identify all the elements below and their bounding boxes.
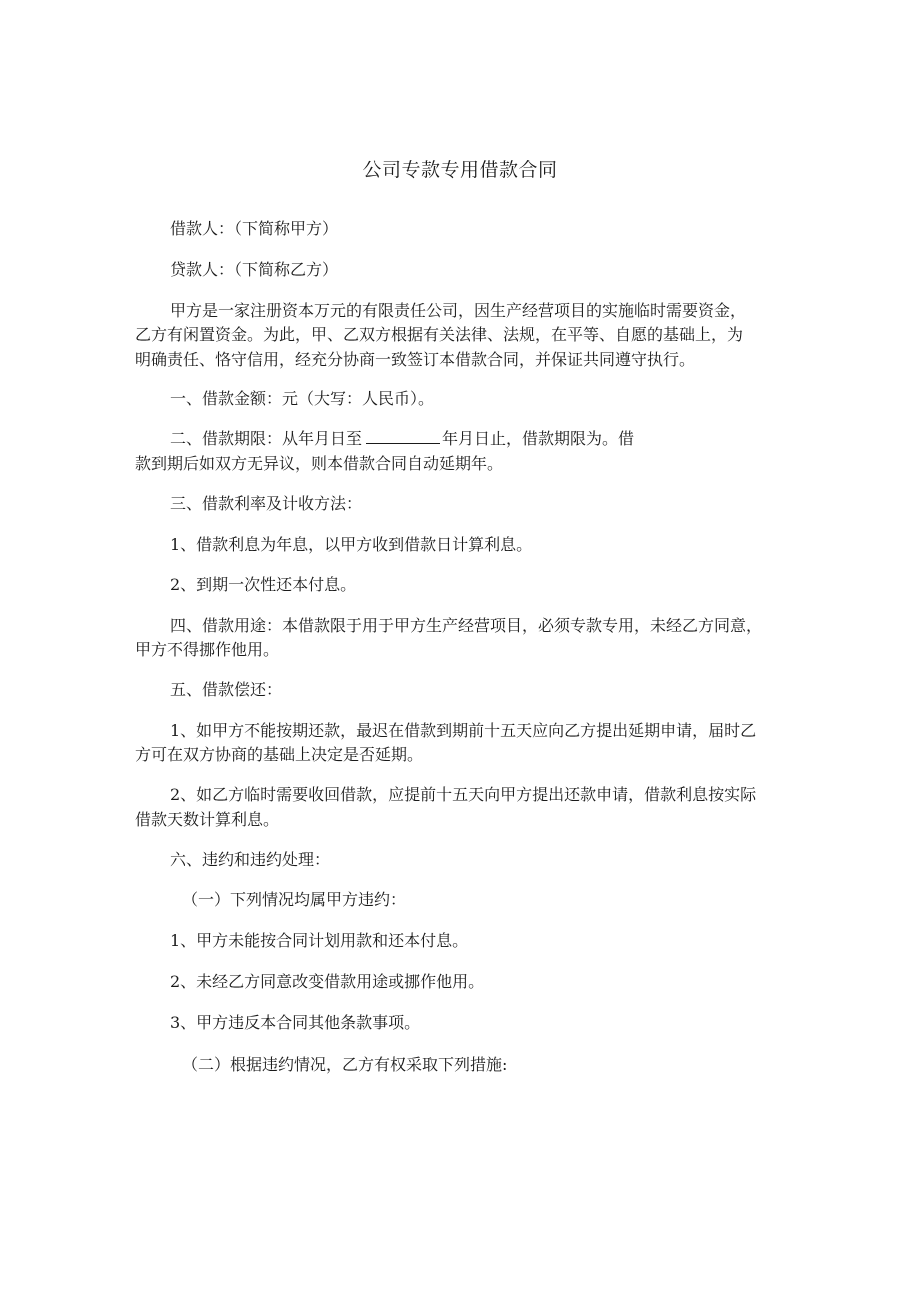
clause-3-heading: 三、借款利率及计收方法： [170, 494, 363, 513]
clause-3-item-1: 1、借款利息为年息，以甲方收到借款日计算利息。 [170, 535, 533, 554]
intro-line-1: 甲方是一家注册资本万元的有限责任公司，因生产经营项目的实施临时需要资金， [170, 301, 747, 320]
clause-2-part-2: 年月日止，借款期限为。借 [442, 429, 635, 448]
clause-2-part-1: 二、借款期限：从年月日至 [170, 429, 363, 448]
clause-6-item-2: 2、未经乙方同意改变借款用途或挪作他用。 [170, 972, 485, 991]
clause-6-sub-2: （二）根据违约情况，乙方有权采取下列措施: [182, 1055, 508, 1074]
clause-4-line-2: 甲方不得挪作他用。 [135, 640, 280, 659]
intro-line-2: 乙方有闲置资金。为此，甲、乙双方根据有关法律、法规，在平等、自愿的基础上，为 [135, 325, 744, 344]
clause-2-line-2: 款到期后如双方无异议，则本借款合同自动延期年。 [135, 454, 504, 473]
clause-5-item-2-line-1: 2、如乙方临时需要收回借款，应提前十五天向甲方提出还款申请，借款利息按实际 [170, 785, 757, 804]
clause-6-item-1: 1、甲方未能按合同计划用款和还本付息。 [170, 931, 469, 950]
clause-6-item-3: 3、甲方违反本合同其他条款事项。 [170, 1013, 421, 1032]
intro-line-3: 明确责任、恪守信用，经充分协商一致签订本借款合同，并保证共同遵守执行。 [135, 350, 696, 369]
borrower-line: 借款人：（下简称甲方） [170, 219, 339, 238]
clause-5-item-2-line-2: 借款天数计算利息。 [135, 810, 280, 829]
clause-5-item-1-line-1: 1、如甲方不能按期还款，最迟在借款到期前十五天应向乙方提出延期申请，届时乙 [170, 721, 757, 740]
document-title: 公司专款专用借款合同 [362, 159, 558, 181]
clause-3-item-2: 2、到期一次性还本付息。 [170, 575, 357, 594]
clause-6-sub-1: （一）下列情况均属甲方违约： [182, 890, 407, 909]
lender-line: 贷款人：（下简称乙方） [170, 260, 339, 279]
clause-2-blank-line [366, 429, 440, 444]
clause-1-amount: 一、借款金额：元（大写：人民币）。 [170, 389, 435, 408]
clause-6-heading: 六、违约和违约处理： [170, 850, 331, 869]
clause-2-term [170, 427, 634, 451]
clause-5-heading: 五、借款偿还： [170, 680, 283, 699]
clause-4-line-1: 四、借款用途：本借款限于用于甲方生产经营项目，必须专款专用，未经乙方同意， [170, 616, 763, 635]
clause-5-item-1-line-2: 方可在双方协商的基础上决定是否延期。 [135, 745, 424, 764]
